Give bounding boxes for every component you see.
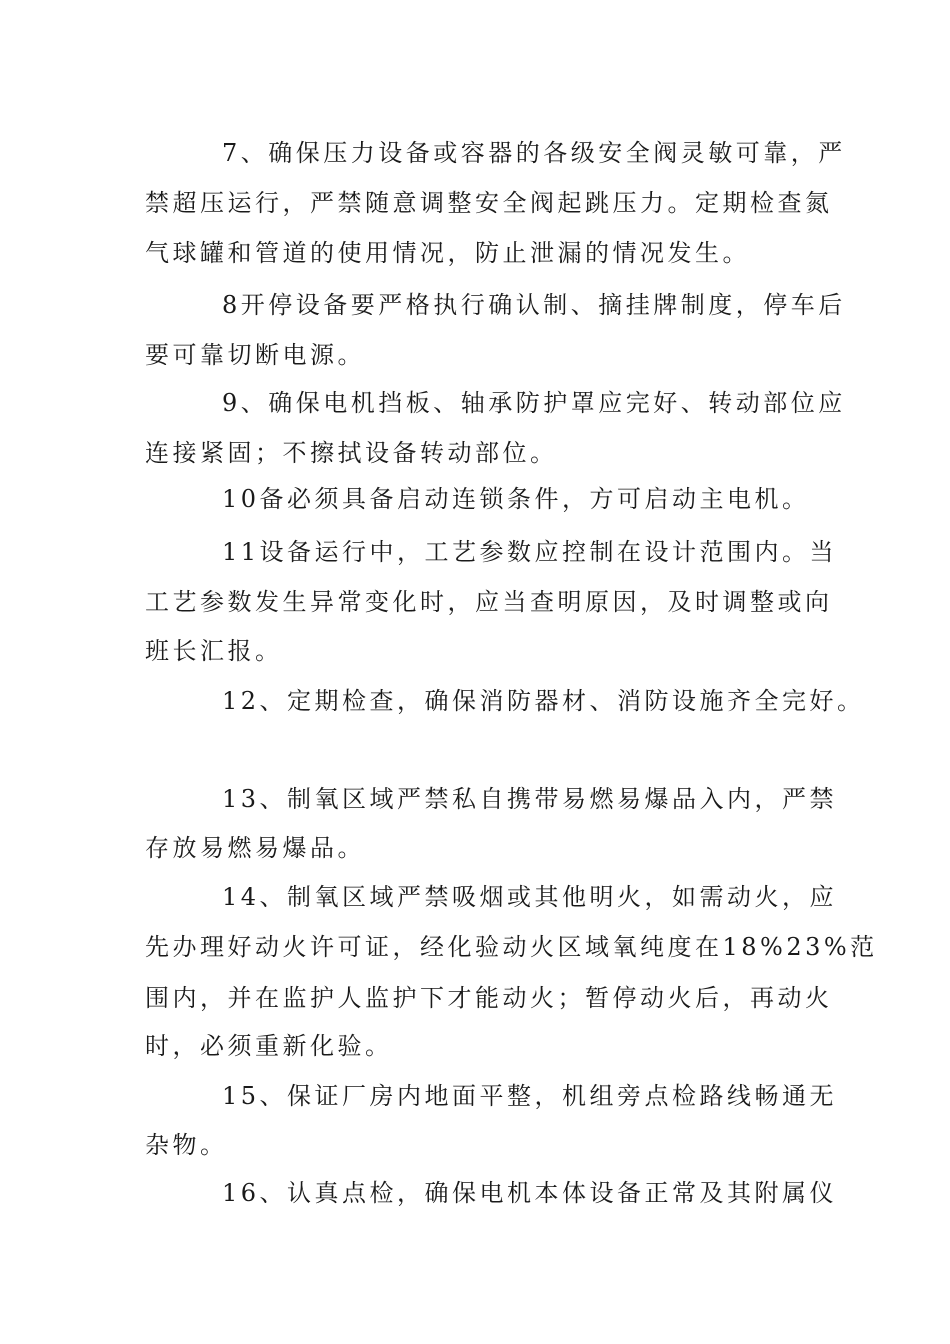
text-line: 7、确保压力设备或容器的各级安全阀灵敏可靠，严 bbox=[222, 139, 846, 167]
text-line: 存放易燃易爆品。 bbox=[145, 834, 365, 862]
text-line: 11设备运行中，工艺参数应控制在设计范围内。当 bbox=[222, 538, 838, 566]
text-line: 工艺参数发生异常变化时，应当查明原因，及时调整或向 bbox=[145, 588, 833, 616]
text-line: 杂物。 bbox=[145, 1131, 228, 1159]
text-line: 14、制氧区域严禁吸烟或其他明火，如需动火，应 bbox=[222, 883, 838, 911]
text-line: 先办理好动火许可证，经化验动火区域氧纯度在18%23%范 bbox=[145, 933, 878, 961]
text-line: 围内，并在监护人监护下才能动火；暂停动火后，再动火 bbox=[145, 984, 833, 1012]
text-line: 班长汇报。 bbox=[145, 637, 283, 665]
text-line: 禁超压运行，严禁随意调整安全阀起跳压力。定期检查氮 bbox=[145, 189, 833, 217]
text-line: 连接紧固；不擦拭设备转动部位。 bbox=[145, 439, 558, 467]
text-line: 13、制氧区域严禁私自携带易燃易爆品入内，严禁 bbox=[222, 785, 838, 813]
text-line: 16、认真点检，确保电机本体设备正常及其附属仪 bbox=[222, 1179, 838, 1207]
text-line: 8开停设备要严格执行确认制、摘挂牌制度，停车后 bbox=[222, 291, 846, 319]
text-line: 10备必须具备启动连锁条件，方可启动主电机。 bbox=[222, 485, 810, 513]
text-line: 12、定期检查，确保消防器材、消防设施齐全完好。 bbox=[222, 687, 865, 715]
text-line: 9、确保电机挡板、轴承防护罩应完好、转动部位应 bbox=[222, 389, 846, 417]
text-line: 气球罐和管道的使用情况，防止泄漏的情况发生。 bbox=[145, 239, 750, 267]
text-line: 要可靠切断电源。 bbox=[145, 341, 365, 369]
text-line: 15、保证厂房内地面平整，机组旁点检路线畅通无 bbox=[222, 1082, 838, 1110]
text-line: 时，必须重新化验。 bbox=[145, 1032, 393, 1060]
